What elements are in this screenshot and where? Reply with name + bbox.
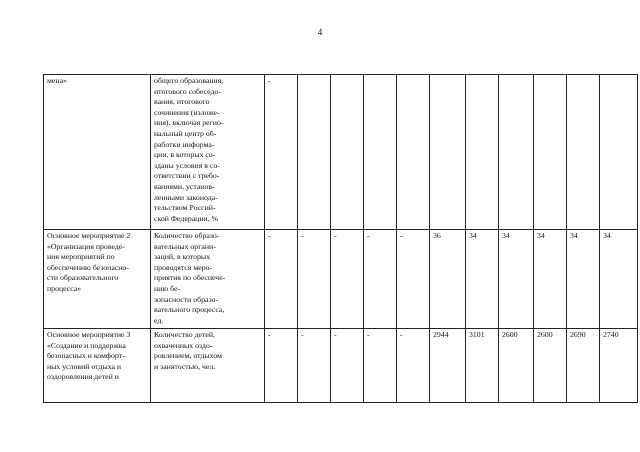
event-cell: Основное мероприятие 3 «Создание и поддержка безопасных и комфорт- ных условий отдыха и оздоровления детей и (44, 329, 151, 403)
value-cell (364, 75, 397, 230)
value-cell: 2944 (430, 329, 466, 403)
value-cell: - (331, 329, 364, 403)
value-cell: - (364, 329, 397, 403)
indicator-cell: Количество образо- вательных органи- заций, в которых проводятся меро- приятия по обеспече- нию бе- зопасности образо- вательного процесса, ед. (151, 230, 265, 329)
table-row (44, 75, 638, 230)
value-cell: 34 (499, 230, 534, 329)
indicator-cell: Количество детей, охваченных оздо- ровлением, отдыхом и занятостью, чел. (151, 329, 265, 403)
page-number: 4 (317, 27, 323, 37)
value-cell: - (364, 230, 397, 329)
value-cell (298, 75, 331, 230)
value-cell: 2600 (499, 329, 534, 403)
event-cell: Основное мероприятие 2 «Организация проведе- ния мероприятий по обеспечению безопасно- сти образовательного процесса» (44, 230, 151, 329)
value-cell: 3101 (466, 329, 499, 403)
value-cell: 34 (600, 230, 638, 329)
value-cell: 34 (466, 230, 499, 329)
program-table (43, 74, 638, 403)
value-cell: - (331, 230, 364, 329)
value-cell (567, 75, 600, 230)
value-cell (397, 75, 430, 230)
table-row (44, 230, 638, 329)
value-cell: - (397, 329, 430, 403)
value-cell: - (397, 230, 430, 329)
indicator-cell: общего образования, итогового собеседо- вания, итогового сочинения (изложе- ния), включая регио- нальный центр об- работки информа- ции, в которых со- зданы условия в со- ответствии с требо- ваниями, установ- ленными законода- тельством Россий- ской Федерации, % (151, 75, 265, 230)
value-cell: - (265, 329, 298, 403)
value-cell: 2690 (567, 329, 600, 403)
value-cell: 2740 (600, 329, 638, 403)
value-cell: 34 (534, 230, 567, 329)
value-cell (600, 75, 638, 230)
value-cell (499, 75, 534, 230)
table-row (44, 329, 638, 403)
value-cell: 2600 (534, 329, 567, 403)
value-cell (430, 75, 466, 230)
value-cell (331, 75, 364, 230)
event-cell: мена» (44, 75, 151, 230)
value-cell: - (265, 75, 298, 230)
value-cell (466, 75, 499, 230)
value-cell: - (298, 230, 331, 329)
value-cell: 36 (430, 230, 466, 329)
value-cell: - (265, 230, 298, 329)
value-cell: 34 (567, 230, 600, 329)
value-cell (534, 75, 567, 230)
value-cell: - (298, 329, 331, 403)
